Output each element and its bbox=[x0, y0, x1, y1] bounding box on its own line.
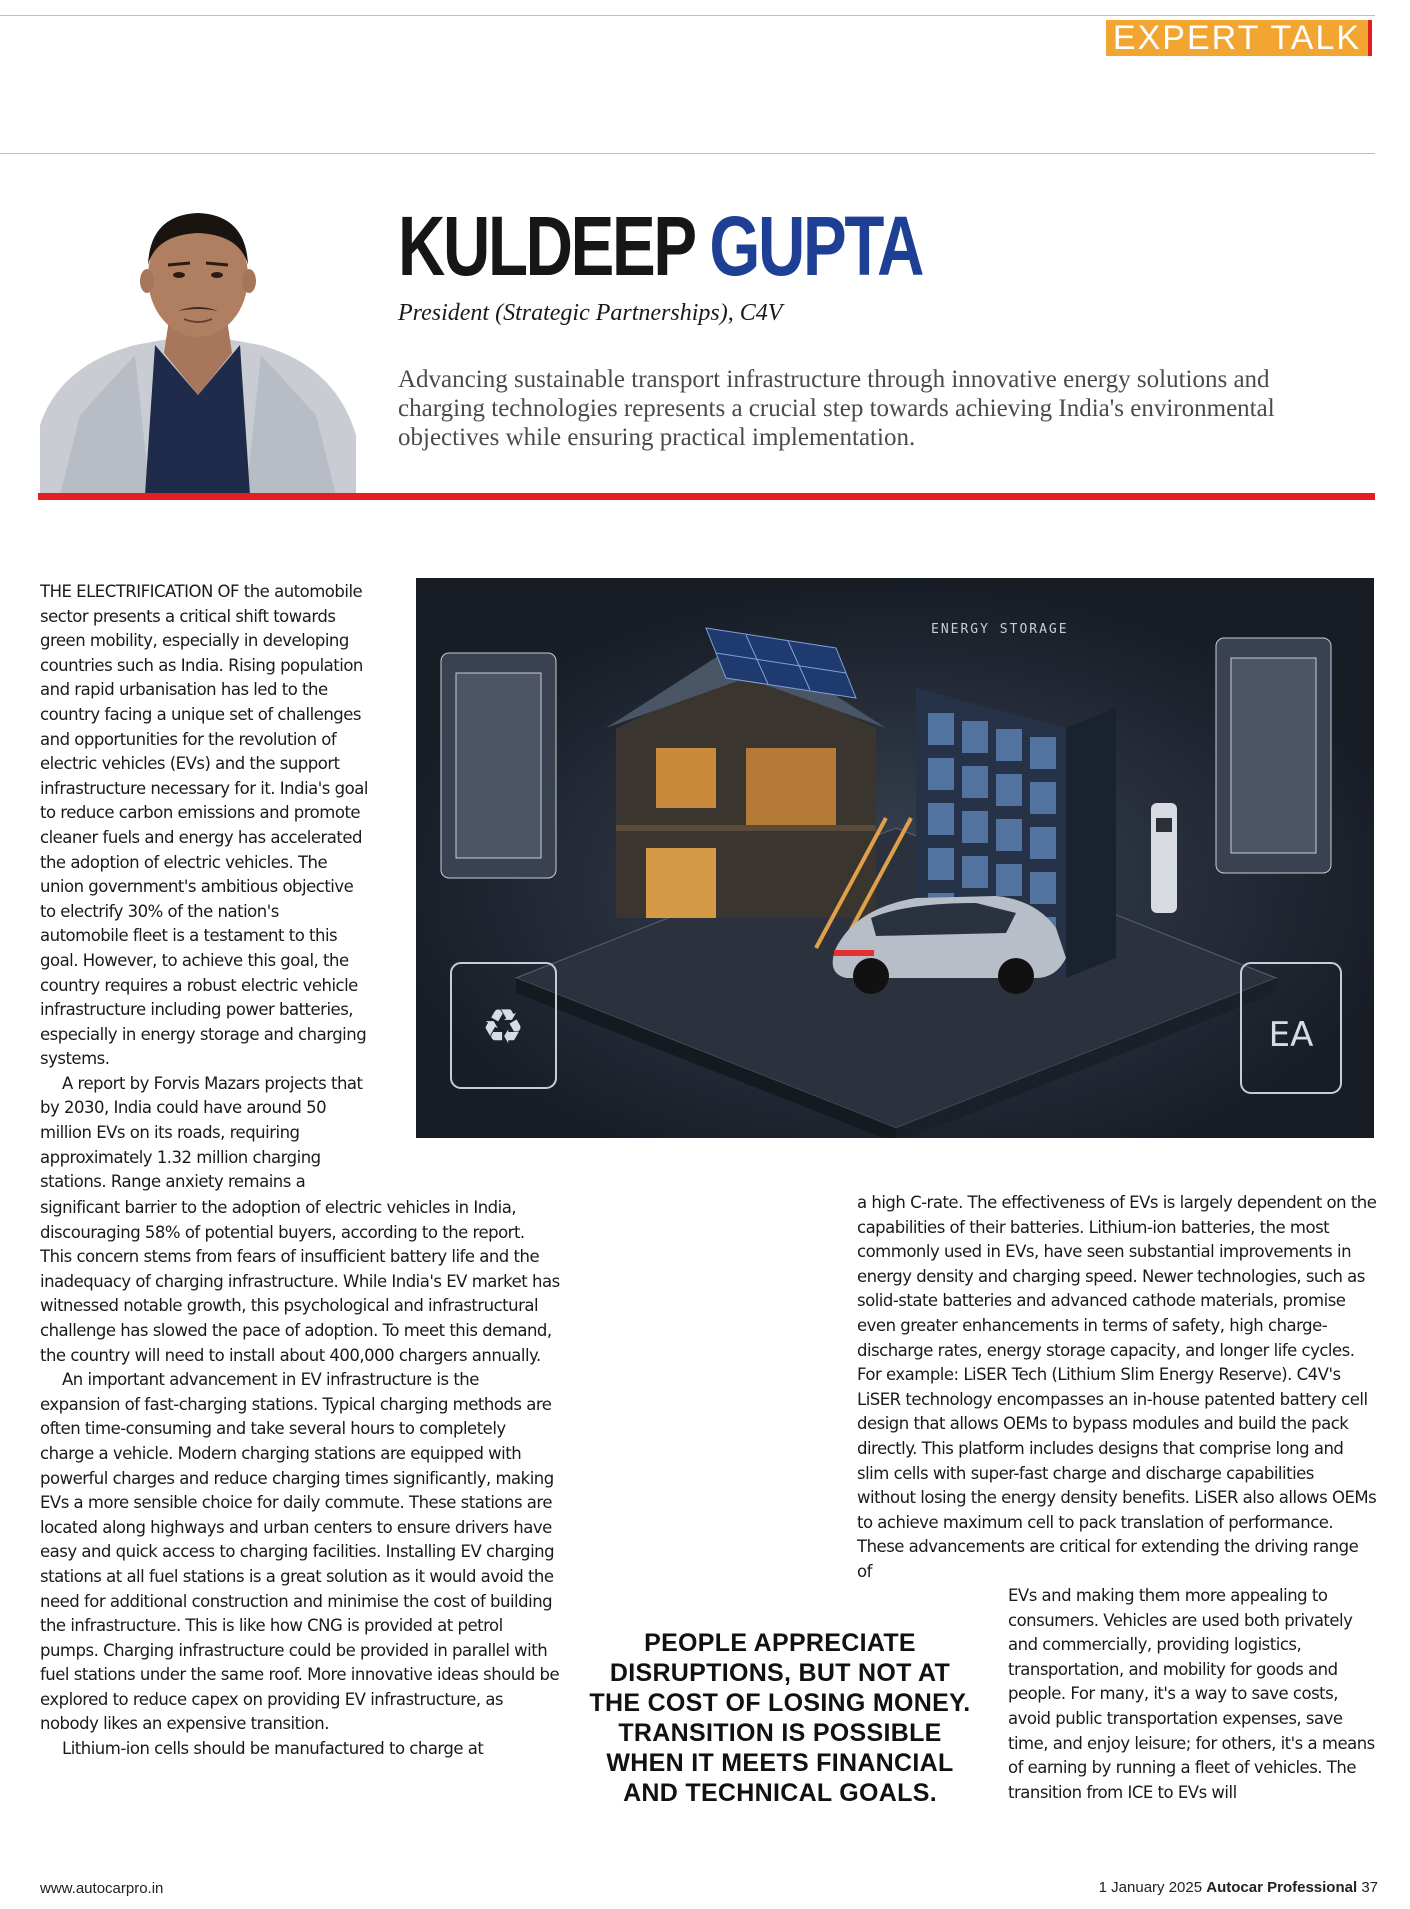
footer-folio bbox=[1099, 1879, 1378, 1896]
article-paragraph-4-start: Lithium-ion cells should be manufactured to charge at bbox=[62, 1739, 484, 1759]
pull-quote: PEOPLE APPRECIATE DISRUPTIONS, BUT NOT AT THE COST OF LOSING MONEY. TRANSITION IS POSSIBLE WHEN IT MEETS FINANCIAL AND TECHNICAL GOALS. bbox=[589, 1629, 971, 1807]
footer-date: 1 January 2025 bbox=[1098, 1879, 1203, 1896]
footer-page-number: 37 bbox=[1361, 1879, 1378, 1896]
footer-publication: Autocar Professional bbox=[1206, 1879, 1358, 1896]
top-rule bbox=[0, 15, 1375, 16]
standfirst: Advancing sustainable transport infrastructure through innovative energy solutions and charging technologies represents a crucial step towards achieving India's environmental objectives while ensuring practical implementation. bbox=[398, 366, 1275, 451]
article-column-right bbox=[857, 1191, 1377, 1585]
article-column-left-bottom bbox=[40, 1196, 560, 1762]
energy-storage-label: ENERGY STORAGE bbox=[931, 622, 1069, 637]
section-tag: EXPERT TALK bbox=[1106, 20, 1372, 56]
author-name bbox=[398, 196, 922, 296]
article-paragraph-4-continued: a high C-rate. The effectiveness of EVs is largely dependent on the capabilities of their batteries. Lithium-ion batteries, the most commonly used in EVs, have seen substantial improvements in energy density and charging speed. Newer technologies, such as solid-state batteries and advanced cathode materials, promise even greater enhancements in terms of safety, high charge-discharge rates, energy storage capacity, and longer life cycles. For example: LiSER Tech (Lithium Slim Energy Reserve). C4V's LiSER technology encompasses an in-house patented battery cell design that allows OEMs to bypass modules and build the pack directly. This platform includes designs that comprise long and slim cells with super-fast charge and discharge capabilities without losing the energy density benefits. LiSER also allows OEMs to achieve maximum cell to pack translation of performance. These advancements are critical for extending the driving range of bbox=[857, 1193, 1377, 1581]
svg-text:♻: ♻ bbox=[481, 999, 525, 1055]
article-column-right-narrow bbox=[1008, 1584, 1376, 1805]
energy-storage-illustration bbox=[416, 578, 1374, 1138]
battery-left-icon bbox=[441, 653, 556, 878]
header-rule bbox=[0, 153, 1375, 154]
author-role: President (Strategic Partnerships), C4V bbox=[398, 300, 783, 326]
footer-url: www.autocarpro.in bbox=[40, 1880, 164, 1897]
article-paragraph-2-start: A report by Forvis Mazars projects that by 2030, India could have around 50 million EVs on its roads, requiring approximately 1.32 million charging stations. Range anxiety remains a bbox=[40, 1073, 363, 1192]
header-red-rule bbox=[38, 493, 1375, 500]
article-paragraph-3: An important advancement in EV infrastructure is the expansion of fast-charging stations. Typical charging methods are often time-consuming and take several hours to completely charge a vehicle. Modern charging stations are equipped with powerful charges and reduce charging times significantly, making EVs a more sensible choice for daily commute. These stations are located along highways and urban centers to ensure drivers have easy and quick access to charging facilities. Installing EV charging stations at all fuel stations is a great solution as it would avoid the need for additional construction and minimise the cost of building the infrastructure. This is like how CNG is provided at petrol pumps. Charging infrastructure could be provided in parallel with fuel stations under the same roof. More innovative ideas should be explored to reduce capex on providing EV infrastructure, as nobody likes an expensive transition. bbox=[40, 1370, 560, 1734]
author-portrait bbox=[40, 195, 356, 495]
article-paragraph-1: THE ELECTRIFICATION OF the automobile sector presents a critical shift towards green mobility, especially in developing countries such as India. Rising population and rapid urbanisation has led to the country facing a unique set of challenges and opportunities for the revolution of electric vehicles (EVs) and the support infrastructure necessary for it. India's goal to reduce carbon emissions and promote cleaner fuels and energy has accelerated the adoption of electric vehicles. The union government's ambitious objective to electrify 30% of the nation's automobile fleet is a testament to this goal. However, to achieve this goal, the country requires a robust electric vehicle infrastructure including power batteries, especially in energy storage and charging systems. bbox=[40, 582, 368, 1069]
article-paragraph-2-end: significant barrier to the adoption of electric vehicles in India, discouraging 58% of potential buyers, according to the report. This concern stems from fears of insufficient battery life and the inadequacy of charging infrastructure. While India's EV market has witnessed notable growth, this psychological and infrastructural challenge has slowed the pace of adoption. To meet this demand, the country will need to install about 400,000 chargers annually. bbox=[40, 1198, 560, 1365]
battery-right-icon bbox=[1216, 638, 1331, 873]
article-paragraph-4-end: EVs and making them more appealing to consumers. Vehicles are used both privately and commercially, providing logistics, transportation, and mobility for goods and people. For many, it's a way to save costs, avoid public transportation expenses, save time, and enjoy leisure; for others, it's a means of earning by running a fleet of vehicles. The transition from ICE to EVs will bbox=[1008, 1586, 1375, 1802]
ea-label: EA bbox=[1268, 1015, 1314, 1055]
ev-charger-icon bbox=[1151, 803, 1177, 913]
author-first-name: KULDEEP bbox=[398, 199, 694, 293]
article-column-left-top bbox=[40, 580, 370, 1195]
author-last-name: GUPTA bbox=[709, 199, 923, 293]
